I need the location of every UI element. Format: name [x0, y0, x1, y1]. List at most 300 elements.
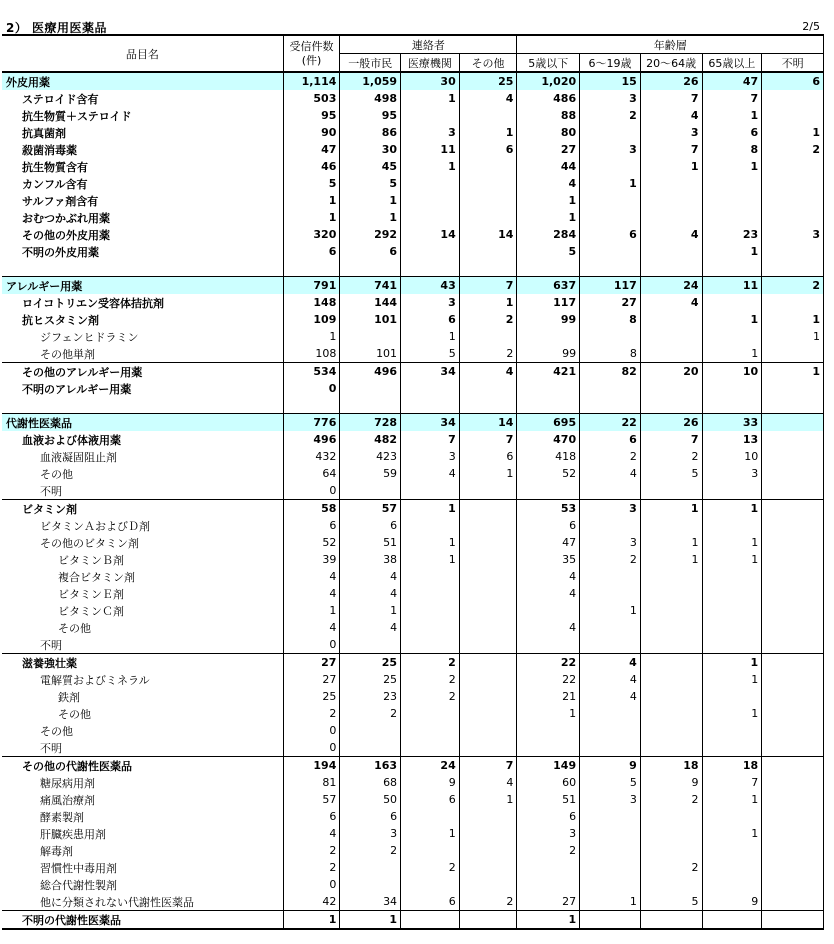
row-value: 1 — [702, 158, 762, 175]
row-value: 4 — [340, 568, 401, 585]
row-value: 42 — [283, 893, 340, 911]
row-value: 2 — [762, 141, 824, 158]
row-value: 39 — [283, 551, 340, 568]
row-value: 486 — [517, 90, 580, 107]
row-item-name: アレルギー用薬 — [2, 277, 283, 295]
row-value — [517, 739, 580, 757]
row-value: 18 — [702, 757, 762, 775]
table-row — [2, 158, 824, 175]
row-item-name: ビタミンＥ剤 — [2, 585, 283, 602]
row-value: 2 — [340, 842, 401, 859]
row-item-name: ビタミンＢ剤 — [2, 551, 283, 568]
row-value: 5 — [401, 345, 460, 363]
row-value: 8 — [702, 141, 762, 158]
row-value: 503 — [283, 90, 340, 107]
row-value — [283, 260, 340, 277]
row-value — [702, 482, 762, 500]
row-value: 3 — [580, 90, 641, 107]
row-value — [762, 431, 824, 448]
table-header — [2, 35, 824, 72]
row-value: 14 — [459, 226, 517, 243]
row-value — [762, 209, 824, 226]
row-value: 1 — [401, 328, 460, 345]
row-value: 498 — [340, 90, 401, 107]
row-value: 2 — [640, 859, 702, 876]
row-value — [580, 876, 641, 893]
row-value — [580, 260, 641, 277]
row-value: 1 — [401, 534, 460, 551]
row-value: 6 — [517, 517, 580, 534]
row-value: 46 — [283, 158, 340, 175]
row-value: 163 — [340, 757, 401, 775]
row-value — [459, 328, 517, 345]
row-value — [401, 568, 460, 585]
statistics-table — [2, 34, 824, 930]
row-item-name: 不明のアレルギー用薬 — [2, 380, 283, 397]
row-value — [340, 260, 401, 277]
row-value: 80 — [517, 124, 580, 141]
row-value — [762, 534, 824, 551]
row-value: 22 — [517, 654, 580, 672]
row-value — [640, 585, 702, 602]
row-value — [762, 192, 824, 209]
row-value: 5 — [640, 893, 702, 911]
table-row — [2, 705, 824, 722]
table-row — [2, 380, 824, 397]
row-value: 1 — [702, 671, 762, 688]
row-value: 1 — [517, 192, 580, 209]
row-value: 6 — [283, 808, 340, 825]
row-value: 418 — [517, 448, 580, 465]
row-value — [459, 482, 517, 500]
row-value: 1 — [459, 465, 517, 482]
table-row — [2, 893, 824, 911]
row-value — [762, 585, 824, 602]
row-value: 3 — [580, 500, 641, 518]
table-row — [2, 534, 824, 551]
table-row — [2, 722, 824, 739]
row-value — [459, 192, 517, 209]
row-value: 2 — [401, 688, 460, 705]
row-value: 7 — [640, 141, 702, 158]
row-value: 47 — [283, 141, 340, 158]
row-value: 534 — [283, 363, 340, 381]
row-value — [640, 602, 702, 619]
row-value: 5 — [580, 774, 641, 791]
row-value: 14 — [401, 226, 460, 243]
row-value: 13 — [702, 431, 762, 448]
row-value: 44 — [517, 158, 580, 175]
table-row — [2, 345, 824, 363]
row-value — [762, 345, 824, 363]
row-value: 1 — [762, 311, 824, 328]
row-value — [762, 260, 824, 277]
row-value — [762, 739, 824, 757]
row-value: 4 — [580, 671, 641, 688]
row-value — [702, 209, 762, 226]
row-value: 51 — [517, 791, 580, 808]
row-value — [517, 482, 580, 500]
table-row — [2, 791, 824, 808]
row-value: 1 — [580, 602, 641, 619]
row-item-name: ビタミンＣ剤 — [2, 602, 283, 619]
row-value — [401, 397, 460, 414]
header-age-unknown: 不明 — [762, 54, 824, 73]
row-item-name: 抗生物質含有 — [2, 158, 283, 175]
row-value — [702, 688, 762, 705]
table-row — [2, 585, 824, 602]
row-value — [580, 380, 641, 397]
row-value — [640, 482, 702, 500]
row-value — [580, 585, 641, 602]
category-row — [2, 414, 824, 432]
row-item-name: その他 — [2, 465, 283, 482]
row-value — [580, 722, 641, 739]
row-value: 1 — [459, 294, 517, 311]
row-value — [340, 328, 401, 345]
row-value — [640, 911, 702, 930]
row-value — [640, 739, 702, 757]
row-item-name: 不明の代謝性医薬品 — [2, 911, 283, 930]
row-value — [640, 705, 702, 722]
row-value: 99 — [517, 345, 580, 363]
row-value — [640, 619, 702, 636]
row-value — [640, 328, 702, 345]
row-value — [459, 825, 517, 842]
row-value: 4 — [459, 90, 517, 107]
row-value: 82 — [580, 363, 641, 381]
header-age-20-64: 20～64歳 — [640, 54, 702, 73]
row-item-name: 習慣性中毒用剤 — [2, 859, 283, 876]
row-value: 3 — [580, 141, 641, 158]
row-value — [517, 328, 580, 345]
row-item-name: ビタミンＡおよびＤ剤 — [2, 517, 283, 534]
row-value: 1 — [283, 328, 340, 345]
row-value: 8 — [580, 345, 641, 363]
row-value: 1 — [283, 209, 340, 226]
row-value: 6 — [340, 808, 401, 825]
row-value — [459, 260, 517, 277]
row-value: 99 — [517, 311, 580, 328]
row-value — [640, 568, 702, 585]
row-value: 38 — [340, 551, 401, 568]
row-value: 24 — [640, 277, 702, 295]
row-value: 144 — [340, 294, 401, 311]
row-value — [459, 859, 517, 876]
row-value — [762, 90, 824, 107]
row-item-name: 糖尿病用剤 — [2, 774, 283, 791]
row-value: 101 — [340, 345, 401, 363]
row-value — [459, 619, 517, 636]
row-value: 95 — [283, 107, 340, 124]
header-count-label: 受信件数 (件) — [289, 39, 334, 67]
row-value — [640, 636, 702, 654]
table-row — [2, 311, 824, 328]
row-item-name: その他単剤 — [2, 345, 283, 363]
row-value — [762, 842, 824, 859]
row-value — [580, 808, 641, 825]
row-value: 53 — [517, 500, 580, 518]
row-value — [459, 876, 517, 893]
row-value — [762, 774, 824, 791]
spacer-row — [2, 260, 824, 277]
row-value — [459, 636, 517, 654]
row-value: 320 — [283, 226, 340, 243]
row-value: 4 — [340, 585, 401, 602]
row-value: 1 — [762, 328, 824, 345]
row-value: 284 — [517, 226, 580, 243]
row-value: 637 — [517, 277, 580, 295]
row-value: 1 — [340, 602, 401, 619]
row-value: 2 — [640, 791, 702, 808]
row-value: 117 — [517, 294, 580, 311]
row-value: 292 — [340, 226, 401, 243]
row-value — [401, 517, 460, 534]
row-value: 10 — [702, 448, 762, 465]
row-value: 24 — [401, 757, 460, 775]
row-item-name: 外皮用薬 — [2, 72, 283, 90]
table-row — [2, 739, 824, 757]
row-value: 88 — [517, 107, 580, 124]
row-value — [762, 175, 824, 192]
header-contact-other: その他 — [459, 54, 517, 73]
row-value — [702, 260, 762, 277]
row-item-name: 不明 — [2, 482, 283, 500]
row-value: 6 — [580, 431, 641, 448]
row-value: 791 — [283, 277, 340, 295]
row-value: 1 — [702, 654, 762, 672]
row-value: 64 — [283, 465, 340, 482]
header-age-under5: 5歳以下 — [517, 54, 580, 73]
row-value: 695 — [517, 414, 580, 432]
row-value: 423 — [340, 448, 401, 465]
row-item-name: ロイコトリエン受容体拮抗剤 — [2, 294, 283, 311]
row-value — [580, 705, 641, 722]
row-value — [401, 911, 460, 930]
row-value: 1 — [401, 90, 460, 107]
row-value: 1 — [702, 107, 762, 124]
row-value: 3 — [401, 124, 460, 141]
table-row — [2, 175, 824, 192]
row-value: 6 — [580, 226, 641, 243]
row-value — [640, 209, 702, 226]
row-value — [762, 705, 824, 722]
row-value — [762, 859, 824, 876]
row-value: 26 — [640, 72, 702, 90]
row-value: 194 — [283, 757, 340, 775]
row-value — [702, 294, 762, 311]
row-value: 2 — [459, 311, 517, 328]
row-value: 34 — [401, 363, 460, 381]
row-item-name: 痛風治療剤 — [2, 791, 283, 808]
row-value: 43 — [401, 277, 460, 295]
row-value: 2 — [401, 859, 460, 876]
table-row — [2, 671, 824, 688]
row-value: 22 — [580, 414, 641, 432]
row-value: 1 — [340, 209, 401, 226]
row-item-name: 滋養強壮薬 — [2, 654, 283, 672]
row-value: 2 — [401, 654, 460, 672]
row-value: 30 — [401, 72, 460, 90]
spacer-row — [2, 397, 824, 414]
row-value: 4 — [580, 654, 641, 672]
row-value: 27 — [517, 141, 580, 158]
row-value — [459, 209, 517, 226]
row-value — [459, 654, 517, 672]
row-value: 0 — [283, 636, 340, 654]
row-value: 4 — [640, 226, 702, 243]
row-value: 1 — [517, 705, 580, 722]
row-value: 1 — [640, 551, 702, 568]
row-value: 496 — [340, 363, 401, 381]
row-item-name: その他 — [2, 619, 283, 636]
page-number: 2/5 — [802, 20, 820, 33]
row-value: 0 — [283, 482, 340, 500]
row-value: 11 — [401, 141, 460, 158]
row-value — [640, 243, 702, 260]
row-value — [401, 260, 460, 277]
row-item-name: 複合ビタミン剤 — [2, 568, 283, 585]
row-value: 3 — [580, 534, 641, 551]
row-value: 8 — [580, 311, 641, 328]
row-value — [762, 791, 824, 808]
row-value: 2 — [580, 551, 641, 568]
row-value: 3 — [401, 294, 460, 311]
row-value: 81 — [283, 774, 340, 791]
row-value — [762, 722, 824, 739]
row-value: 1 — [459, 124, 517, 141]
row-value: 3 — [517, 825, 580, 842]
row-value: 6 — [401, 311, 460, 328]
row-item-name: おむつかぶれ用薬 — [2, 209, 283, 226]
row-value — [517, 722, 580, 739]
table-row — [2, 825, 824, 842]
row-value — [702, 911, 762, 930]
row-value — [340, 482, 401, 500]
table-row — [2, 294, 824, 311]
row-value — [762, 414, 824, 432]
row-value: 0 — [283, 739, 340, 757]
table-row — [2, 654, 824, 672]
row-value — [340, 397, 401, 414]
row-value — [762, 893, 824, 911]
row-value — [401, 380, 460, 397]
table-row — [2, 876, 824, 893]
row-value — [401, 192, 460, 209]
row-item-name — [2, 260, 283, 277]
table-row — [2, 243, 824, 260]
row-value — [762, 876, 824, 893]
table-body — [2, 72, 824, 929]
row-value — [283, 397, 340, 414]
row-value: 95 — [340, 107, 401, 124]
header-item-name: 品目名 — [2, 35, 283, 72]
row-value: 21 — [517, 688, 580, 705]
header-contact-medical: 医療機関 — [401, 54, 460, 73]
row-value: 1,059 — [340, 72, 401, 90]
row-value — [702, 175, 762, 192]
row-value: 1 — [762, 363, 824, 381]
row-value — [762, 825, 824, 842]
row-value: 149 — [517, 757, 580, 775]
row-value: 2 — [283, 859, 340, 876]
row-value: 4 — [283, 568, 340, 585]
row-value: 27 — [580, 294, 641, 311]
table-row — [2, 363, 824, 381]
row-value: 4 — [517, 568, 580, 585]
row-value — [459, 175, 517, 192]
row-item-name: 殺菌消毒薬 — [2, 141, 283, 158]
table-row — [2, 431, 824, 448]
row-item-name: 抗ヒスタミン剤 — [2, 311, 283, 328]
row-item-name: ジフェンヒドラミン — [2, 328, 283, 345]
row-value — [762, 808, 824, 825]
row-value: 22 — [517, 671, 580, 688]
row-value: 25 — [340, 671, 401, 688]
row-value — [459, 739, 517, 757]
row-value — [401, 585, 460, 602]
row-value: 3 — [762, 226, 824, 243]
table-row — [2, 517, 824, 534]
row-value: 2 — [459, 345, 517, 363]
row-value: 1 — [702, 551, 762, 568]
row-value — [640, 345, 702, 363]
row-value — [459, 671, 517, 688]
table-row — [2, 448, 824, 465]
row-value — [762, 654, 824, 672]
row-value: 20 — [640, 363, 702, 381]
row-value: 4 — [640, 107, 702, 124]
row-value: 25 — [283, 688, 340, 705]
row-value — [459, 517, 517, 534]
row-value: 5 — [640, 465, 702, 482]
row-value: 741 — [340, 277, 401, 295]
row-item-name: その他の外皮用薬 — [2, 226, 283, 243]
table-row — [2, 911, 824, 930]
row-value: 7 — [640, 431, 702, 448]
row-item-name: その他のアレルギー用薬 — [2, 363, 283, 381]
row-value — [401, 619, 460, 636]
page-header — [0, 0, 834, 34]
row-value — [459, 500, 517, 518]
table-row — [2, 482, 824, 500]
row-value — [762, 911, 824, 930]
row-item-name: その他 — [2, 722, 283, 739]
row-value — [762, 602, 824, 619]
category-row — [2, 277, 824, 295]
row-value — [702, 602, 762, 619]
row-value — [762, 517, 824, 534]
row-value — [640, 825, 702, 842]
row-item-name: 不明 — [2, 636, 283, 654]
row-value: 9 — [580, 757, 641, 775]
row-value: 1 — [580, 175, 641, 192]
table-row — [2, 226, 824, 243]
row-value — [401, 243, 460, 260]
table-row — [2, 90, 824, 107]
row-value: 108 — [283, 345, 340, 363]
row-value: 0 — [283, 876, 340, 893]
row-value — [580, 859, 641, 876]
row-value: 6 — [459, 448, 517, 465]
row-item-name: カンフル含有 — [2, 175, 283, 192]
row-value: 1 — [762, 124, 824, 141]
row-value — [517, 397, 580, 414]
row-value — [340, 876, 401, 893]
row-value — [580, 243, 641, 260]
row-value: 15 — [580, 72, 641, 90]
row-value: 0 — [283, 380, 340, 397]
